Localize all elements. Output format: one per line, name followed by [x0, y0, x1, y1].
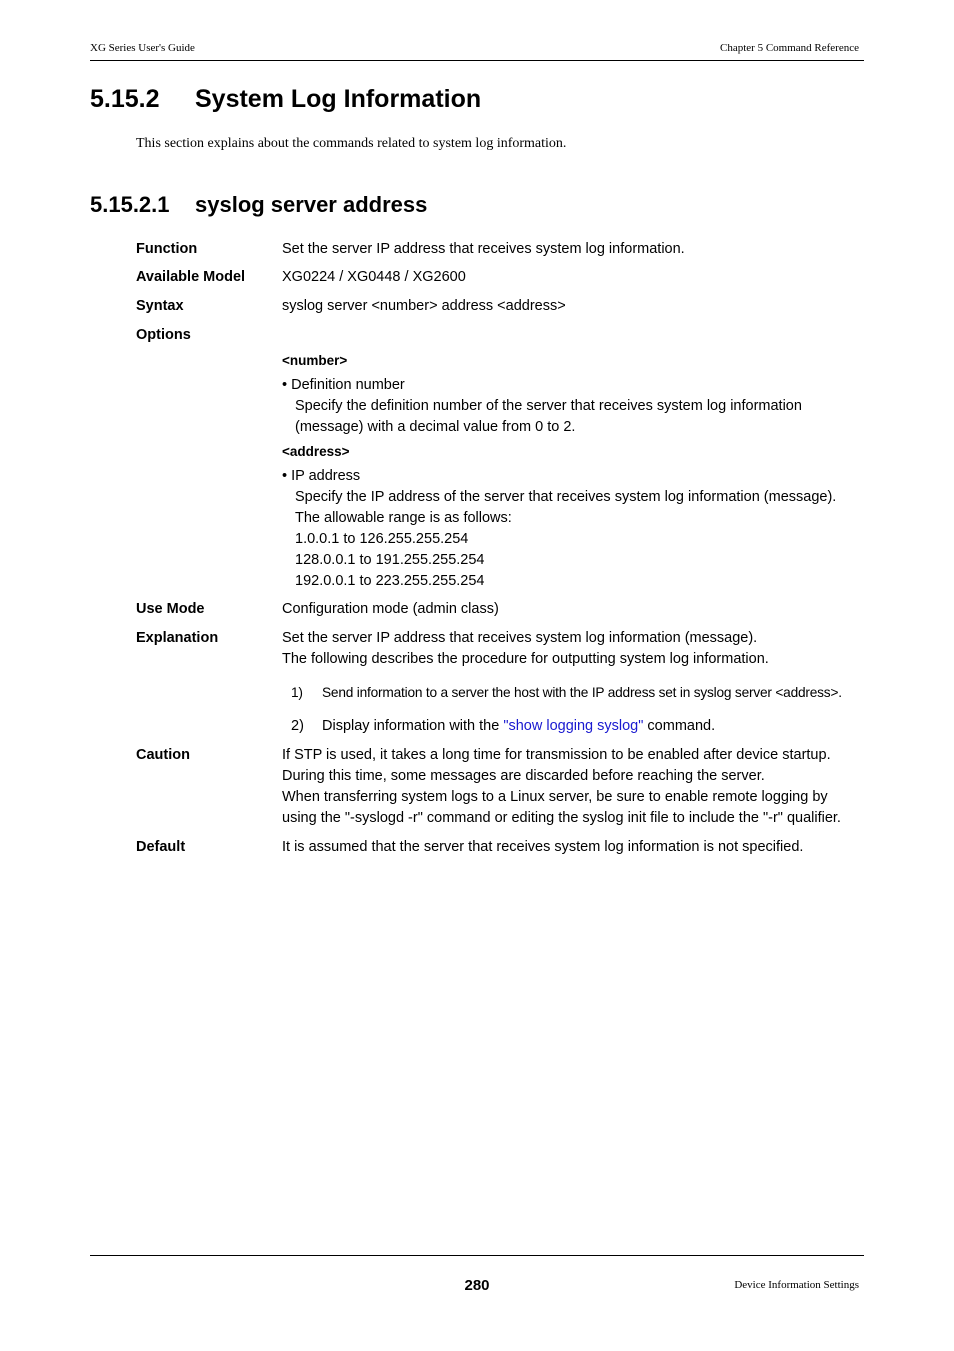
option-number-bullet	[282, 375, 405, 396]
option-number-title: <number>	[282, 353, 348, 368]
syntax-value: syslog server <number> address <address>	[282, 298, 566, 314]
caution-line-1: If STP is used, it takes a long time for transmission to be enabled after device startup.	[282, 747, 831, 763]
default-value: It is assumed that the server that receives system log information is not specified.	[282, 839, 804, 855]
caution-label: Caution	[136, 747, 190, 763]
step-2-text-pre: Display information with the	[322, 718, 504, 734]
caution-line-4: using the "-syslogd -r" command or editing the syslog init file to include the "-r" qualifier.	[282, 810, 841, 826]
model-label: Available Model	[136, 269, 246, 285]
section-number: 5.15.2	[90, 85, 160, 113]
use-mode-value: Configuration mode (admin class)	[282, 601, 499, 617]
section-intro: This section explains about the commands related to system log information.	[136, 136, 567, 151]
use-mode-label: Use Mode	[136, 601, 205, 617]
address-range-1: 1.0.0.1 to 126.255.255.254	[295, 531, 469, 547]
caution-line-2: During this time, some messages are discarded before reaching the server.	[282, 768, 765, 784]
caution-line-3: When transferring system logs to a Linux server, be sure to enable remote logging by	[282, 789, 828, 805]
option-address-desc-1: Specify the IP address of the server that receives system log information (message).	[295, 489, 837, 505]
option-number-desc-1: Specify the definition number of the server that receives system log information	[295, 398, 802, 414]
function-value: Set the server IP address that receives system log information.	[282, 241, 685, 257]
option-address-bullet-text: IP address	[291, 468, 361, 484]
section-title: System Log Information	[195, 85, 482, 113]
default-label: Default	[136, 839, 186, 855]
option-address-desc-2: The allowable range is as follows:	[295, 510, 512, 526]
section-heading	[90, 85, 481, 114]
step-2-text-post: command.	[643, 718, 716, 734]
page-number: 280	[464, 1277, 490, 1294]
option-number-desc-2: (message) with a decimal value from 0 to 2.	[295, 419, 576, 435]
address-range-2: 128.0.0.1 to 191.255.255.254	[295, 552, 485, 568]
explanation-line-1: Set the server IP address that receives system log information (message).	[282, 630, 758, 646]
header-divider	[90, 60, 864, 61]
running-header	[90, 42, 864, 60]
explanation-step-1	[291, 685, 842, 700]
model-value: XG0224 / XG0448 / XG2600	[282, 269, 466, 285]
explanation-line-2: The following describes the procedure for outputting system log information.	[282, 651, 769, 667]
subsection-number: 5.15.2.1	[90, 192, 170, 217]
subsection-title: syslog server address	[195, 192, 428, 217]
address-range-3: 192.0.0.1 to 223.255.255.254	[295, 573, 485, 589]
options-label: Options	[136, 327, 191, 343]
footer-section-title: Device Information Settings	[734, 1279, 859, 1291]
header-guide-title: XG Series User's Guide	[90, 42, 195, 54]
syntax-label: Syntax	[136, 298, 184, 314]
show-logging-syslog-link[interactable]: "show logging syslog"	[503, 718, 644, 734]
subsection-heading	[90, 192, 427, 218]
option-address-title: <address>	[282, 444, 350, 459]
option-address-bullet	[282, 466, 360, 487]
bullet-dot-icon: •	[282, 377, 288, 393]
step-2-number: 2)	[291, 718, 304, 734]
step-1-text: Send information to a server the host with the IP address set in syslog server <address>.	[322, 685, 842, 700]
header-chapter-title: Chapter 5 Command Reference	[720, 42, 859, 54]
explanation-label: Explanation	[136, 630, 219, 646]
bullet-dot-icon: •	[282, 468, 288, 484]
step-1-number: 1)	[291, 685, 303, 700]
footer-divider	[90, 1255, 864, 1256]
option-number-bullet-text: Definition number	[291, 377, 405, 393]
function-label: Function	[136, 241, 198, 257]
explanation-step-2	[291, 718, 715, 734]
